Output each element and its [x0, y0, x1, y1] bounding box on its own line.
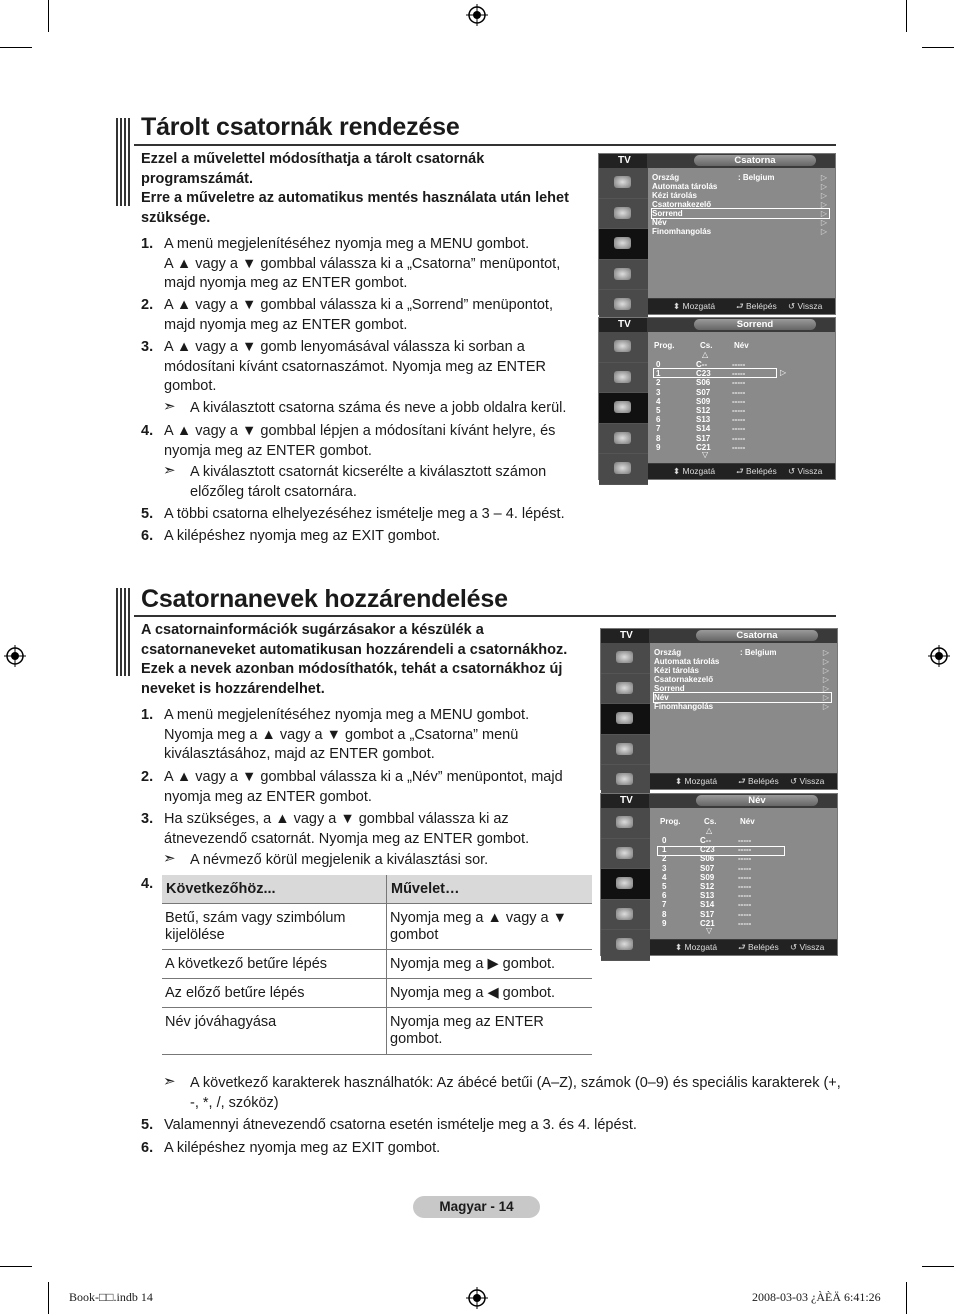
- picture-icon: [601, 643, 650, 674]
- osd-menu-item: Finomhangolás: [652, 227, 712, 236]
- tv-osd-name-list: [600, 793, 838, 956]
- osd-sidebar: [601, 643, 650, 796]
- osd-channel-nev: -----: [732, 396, 746, 406]
- step-2: [141, 296, 581, 335]
- osd-channel-cs: S14: [700, 900, 715, 910]
- crop-mark: [48, 1282, 49, 1314]
- osd-tv-label: TV: [599, 154, 647, 168]
- step-number: 3.: [141, 339, 154, 355]
- osd-channel-cs: S12: [696, 406, 711, 415]
- section-title: Tárolt csatornák rendezése: [141, 113, 460, 141]
- intro-line: neveket is hozzárendelhet.: [141, 680, 325, 697]
- osd-channel-cs: S17: [700, 909, 715, 919]
- note-text: A névmező körül megjelenik a kiválasztási sor.: [190, 852, 489, 868]
- osd-tv-label: TV: [599, 318, 647, 332]
- table-header: Következőhöz...: [162, 875, 387, 904]
- osd-channel-prog: 0: [662, 836, 667, 845]
- osd-channel-nev: -----: [738, 909, 752, 919]
- step-2: [141, 768, 581, 807]
- page-number-badge: Magyar - 14: [413, 1196, 540, 1218]
- step-line: Valamennyi átnevezendő csatorna esetén ismételje meg a 3. és 4. lépést.: [164, 1117, 637, 1133]
- osd-menu-item: Kézi tárolás: [652, 191, 697, 200]
- step-number: 6.: [141, 1140, 154, 1156]
- step-line: A kilépéshez nyomja meg az EXIT gombot.: [164, 1140, 441, 1156]
- intro-line: szüksége.: [141, 209, 211, 226]
- osd-menu-item: Sorrend: [652, 209, 683, 218]
- step-line: gombot.: [164, 378, 217, 395]
- osd-footer: ⬍ Mozgatá ⮐ Belépés ↺ Vissza: [648, 464, 835, 479]
- osd-selection: [651, 208, 830, 219]
- step-number: 5.: [141, 506, 154, 522]
- tv-osd-channel-menu: [598, 153, 836, 315]
- osd-col-header: Cs.: [700, 341, 713, 350]
- osd-panel: Prog. Cs. Név △ 0 C-- ----- 1 C23 ----- 2 S06 ----- 3 S07 ----- 4 S09 ----- 5 S12 ----- 6 S13 ----- 7 S14 ----- 8 S17 ----- 9 C21 ----- ▽: [650, 808, 837, 939]
- osd-menu-item: Kézi tárolás: [654, 666, 699, 675]
- osd-footer: ⬍ Mozgatá ⮐ Belépés ↺ Vissza: [648, 299, 835, 314]
- step-number: 1.: [141, 707, 154, 723]
- picture-icon: [599, 168, 648, 199]
- step-line: Ha szükséges, a ▲ vagy a ▼ gombbal válassza ki az: [164, 811, 509, 827]
- osd-channel-prog: 8: [662, 909, 667, 919]
- section-title: Csatornanevek hozzárendelése: [141, 585, 508, 613]
- osd-channel-nev: -----: [732, 406, 746, 415]
- picture-icon: [599, 332, 648, 363]
- note: [163, 399, 593, 419]
- registration-mark-icon: [928, 645, 950, 667]
- osd-channel-cs: S17: [696, 433, 711, 443]
- osd-channel-prog: 6: [662, 891, 667, 901]
- intro-line: Erre a műveletre az automatikus mentés használata után lehet: [141, 190, 569, 207]
- table-cell: Betű, szám vagy szimbólum kijelölése: [162, 904, 387, 950]
- step-line: átnevezendő csatornát. Nyomja meg az ENTER gombot.: [164, 830, 530, 847]
- osd-channel-prog: 9: [656, 442, 661, 452]
- osd-channel-cs: C23: [696, 369, 711, 379]
- registration-mark-icon: [466, 4, 488, 26]
- osd-channel-prog: 4: [662, 872, 667, 882]
- step-line: A többi csatorna elhelyezéséhez ismételje meg a 3 – 4. lépést.: [164, 506, 565, 522]
- step-line: kiválasztásához, majd az ENTER gombot.: [164, 746, 435, 763]
- osd-channel-nev: -----: [738, 863, 752, 873]
- step-1: [141, 235, 581, 294]
- osd-channel-cs: S09: [696, 396, 711, 406]
- osd-title: Csatorna: [696, 630, 818, 641]
- step-line: A ▲ vagy a ▼ gomb lenyomásával válassza ki sorban a: [164, 339, 525, 355]
- osd-channel-prog: 3: [656, 387, 661, 397]
- step-line: A ▲ vagy a ▼ gombbal válassza ki a „Csatorna” menüpontot,: [164, 255, 561, 272]
- input-icon: [601, 930, 650, 961]
- osd-channel-nev: -----: [738, 918, 752, 928]
- osd-channel-nev: -----: [738, 882, 752, 891]
- osd-channel-nev: -----: [732, 387, 746, 397]
- input-icon: [601, 765, 650, 796]
- osd-title: Sorrend: [694, 319, 816, 330]
- step-line: majd nyomja meg az ENTER gombot.: [164, 275, 408, 292]
- step-line: A ▲ vagy a ▼ gombbal válassza ki a „Név” menüpontot, majd: [164, 769, 563, 785]
- setup-icon: [601, 735, 650, 766]
- step-line: A kilépéshez nyomja meg az EXIT gombot.: [164, 528, 441, 544]
- osd-channel-nev: -----: [732, 424, 746, 434]
- osd-channel-nev: -----: [732, 360, 746, 369]
- osd-channel-cs: S06: [700, 854, 715, 864]
- osd-col-header: Prog.: [654, 341, 675, 350]
- osd-channel-cs: S07: [696, 387, 711, 397]
- tv-osd-channel-menu: [600, 628, 838, 790]
- tv-osd-sort-list: [598, 317, 836, 480]
- osd-sidebar: [601, 808, 650, 961]
- osd-channel-prog: 2: [662, 854, 667, 864]
- osd-channel-cs: S13: [700, 891, 715, 901]
- note: [163, 851, 593, 871]
- setup-icon: [599, 424, 648, 455]
- osd-sidebar: [599, 332, 648, 485]
- step-number: 4.: [141, 423, 154, 439]
- setup-icon: [599, 260, 648, 291]
- osd-channel-cs: S09: [700, 872, 715, 882]
- step-number: 5.: [141, 1117, 154, 1133]
- crop-mark: [922, 1266, 954, 1267]
- crop-mark: [48, 0, 49, 32]
- osd-channel-cs: S07: [700, 863, 715, 873]
- section-intro: [141, 150, 591, 228]
- step-line: nyomja meg az ENTER gombot.: [164, 788, 372, 805]
- setup-icon: [601, 900, 650, 931]
- osd-channel-nev: -----: [738, 836, 752, 845]
- osd-channel-nev: -----: [732, 433, 746, 443]
- table-cell: Név jóváhagyása: [162, 1008, 387, 1055]
- channel-icon: [601, 704, 650, 735]
- step-number: 6.: [141, 528, 154, 544]
- section-bar: [116, 588, 130, 676]
- crop-mark: [906, 1282, 907, 1314]
- osd-channel-nev: -----: [732, 369, 746, 379]
- osd-channel-prog: 1: [656, 369, 661, 379]
- osd-channel-cs: C23: [700, 845, 715, 855]
- osd-tv-label: TV: [601, 629, 649, 643]
- osd-channel-cs: C21: [700, 918, 715, 928]
- osd-channel-prog: 2: [656, 378, 661, 388]
- osd-footer: ⬍ Mozgatá ⮐ Belépés ↺ Vissza: [650, 774, 837, 789]
- osd-selection: [653, 692, 832, 703]
- note: [163, 1074, 843, 1113]
- osd-channel-nev: -----: [732, 378, 746, 388]
- osd-channel-cs: S13: [696, 415, 711, 425]
- step-number: 3.: [141, 811, 154, 827]
- sound-icon: [599, 199, 648, 230]
- osd-channel-nev: -----: [738, 845, 752, 855]
- osd-menu-item: Név: [654, 693, 669, 702]
- step-3: [141, 338, 581, 397]
- osd-channel-cs: S12: [700, 882, 715, 891]
- osd-channel-cs: C21: [696, 442, 711, 452]
- picture-icon: [601, 808, 650, 839]
- step-6: [141, 527, 581, 547]
- crop-mark: [922, 47, 954, 48]
- sound-icon: [601, 839, 650, 870]
- osd-menu-item: Csatornakezelő: [652, 200, 712, 209]
- osd-menu-item: Automata tárolás: [652, 182, 718, 191]
- step-line: nyomja meg az ENTER gombot.: [164, 442, 372, 459]
- step-line: Nyomja meg a ▲ vagy a ▼ gombot a „Csatorna” menü: [164, 726, 519, 743]
- osd-menu-item: Ország: [654, 648, 682, 657]
- osd-channel-prog: 3: [662, 863, 667, 873]
- note-arrow-icon: ➣: [163, 462, 176, 479]
- osd-menu-value: : Belgium: [740, 648, 777, 657]
- sound-icon: [599, 363, 648, 394]
- osd-channel-nev: -----: [732, 415, 746, 425]
- osd-title: Név: [696, 795, 818, 806]
- note-text: A kiválasztott csatornát kicserélte a kiválasztott számon előzőleg tárolt csatornára.: [190, 464, 547, 500]
- osd-sidebar: [599, 168, 648, 321]
- osd-col-header: Prog.: [660, 817, 681, 826]
- intro-line: programszámát.: [141, 170, 254, 187]
- osd-menu-value: : Belgium: [738, 173, 775, 182]
- osd-col-header: Név: [740, 817, 755, 826]
- channel-icon: [601, 869, 650, 900]
- osd-channel-nev: -----: [738, 872, 752, 882]
- step-6: [141, 1139, 581, 1159]
- osd-menu-item: Ország: [652, 173, 680, 182]
- step-line: majd nyomja meg az ENTER gombot.: [164, 316, 408, 333]
- osd-channel-prog: 5: [656, 406, 661, 415]
- osd-footer: ⬍ Mozgatá ⮐ Belépés ↺ Vissza: [650, 940, 837, 955]
- osd-channel-prog: 4: [656, 396, 661, 406]
- channel-icon: [599, 393, 648, 424]
- step-5: [141, 1116, 741, 1136]
- osd-tv-label: TV: [601, 794, 649, 808]
- osd-channel-prog: 5: [662, 882, 667, 891]
- osd-channel-nev: -----: [732, 442, 746, 452]
- input-icon: [599, 454, 648, 485]
- crop-mark: [0, 1266, 32, 1267]
- osd-channel-nev: -----: [738, 891, 752, 901]
- step-number: 2.: [141, 769, 154, 785]
- crop-mark: [906, 0, 907, 32]
- osd-channel-prog: 9: [662, 918, 667, 928]
- osd-channel-nev: -----: [738, 900, 752, 910]
- step-line: A menü megjelenítéséhez nyomja meg a MENU gombot.: [164, 707, 530, 723]
- intro-line: A csatornainformációk sugárzásakor a készülék a: [141, 622, 484, 638]
- step-number: 4.: [141, 876, 154, 892]
- note-text: A következő karakterek használhatók: Az ábécé betűi (A–Z), számok (0–9) és speciális karakterek (+, -, *, /, szóköz): [190, 1075, 841, 1111]
- crop-mark: [0, 47, 32, 48]
- channel-icon: [599, 229, 648, 260]
- osd-channel-prog: 7: [656, 424, 661, 434]
- note-arrow-icon: ➣: [163, 1073, 176, 1090]
- table-cell: Nyomja meg az ENTER gombot.: [387, 1008, 593, 1055]
- registration-mark-icon: [466, 1287, 488, 1309]
- osd-channel-nev: -----: [738, 854, 752, 864]
- osd-title: Csatorna: [694, 155, 816, 166]
- osd-channel-cs: C--: [700, 836, 712, 845]
- step-line: A menü megjelenítéséhez nyomja meg a MENU gombot.: [164, 236, 530, 252]
- osd-panel: Ország : Belgium Automata tárolás Kézi tárolás Csatornakezelő Sorrend Név Finomhangolás ▷ ▷ ▷ ▷ ▷ ▷ ▷: [650, 643, 837, 773]
- osd-col-header: Cs.: [704, 817, 717, 826]
- osd-channel-cs: S06: [696, 378, 711, 388]
- note-arrow-icon: ➣: [163, 850, 176, 867]
- osd-channel-prog: 1: [662, 845, 667, 855]
- sound-icon: [601, 674, 650, 705]
- osd-panel: Ország : Belgium Automata tárolás Kézi tárolás Csatornakezelő Sorrend Név Finomhangolás ▷ ▷ ▷ ▷ ▷ ▷ ▷: [648, 168, 835, 298]
- osd-menu-item: Név: [652, 218, 667, 227]
- osd-channel-cs: S14: [696, 424, 711, 434]
- osd-col-header: Név: [734, 341, 749, 350]
- step-4: [141, 422, 581, 461]
- table-cell: A következő betűre lépés: [162, 950, 387, 979]
- osd-channel-prog: 7: [662, 900, 667, 910]
- print-info-left: Book-□□.indb 14: [69, 1290, 153, 1304]
- osd-channel-prog: 0: [656, 360, 661, 369]
- note-text: A kiválasztott csatorna száma és neve a jobb oldalra kerül.: [190, 400, 567, 416]
- osd-menu-item: Sorrend: [654, 684, 685, 693]
- note-arrow-icon: ➣: [163, 398, 176, 415]
- step-number: 1.: [141, 236, 154, 252]
- registration-mark-icon: [4, 645, 26, 667]
- step-5: [141, 505, 601, 525]
- osd-menu-item: Finomhangolás: [654, 702, 714, 711]
- table-cell: Az előző betűre lépés: [162, 979, 387, 1008]
- step-1: [141, 706, 581, 765]
- osd-selection: [653, 368, 777, 378]
- step-3: [141, 810, 581, 849]
- osd-channel-cs: C--: [696, 360, 708, 369]
- intro-line: Ezzel a művelettel módosíthatja a tárolt csatornák: [141, 151, 485, 167]
- osd-channel-prog: 8: [656, 433, 661, 443]
- section-bar: [116, 118, 130, 206]
- intro-line: Ezek a nevek azonban módosíthatók, tehát a csatornákhoz új: [141, 661, 563, 678]
- osd-panel: Prog. Cs. Név △ 0 C-- ----- 1 C23 ----- 2 S06 ----- 3 S07 ----- 4 S09 ----- 5 S12 ----- 6 S13 ----- 7 S14 ----- 8 S17 ----- 9 C21 ----- ▽ ▷: [648, 332, 835, 463]
- osd-selection: [657, 846, 785, 856]
- step-line: A ▲ vagy a ▼ gombbal válassza ki a „Sorrend” menüpontot,: [164, 297, 553, 313]
- table-header: Művelet…: [387, 875, 593, 904]
- action-table: [162, 875, 592, 1055]
- table-cell: Nyomja meg a ▲ vagy a ▼ gombot: [387, 904, 593, 950]
- intro-line: csatornaneveket automatikusan hozzárendeli a csatornákhoz.: [141, 641, 568, 658]
- section-rule: [134, 144, 836, 146]
- osd-menu-item: Csatornakezelő: [654, 675, 714, 684]
- input-icon: [599, 290, 648, 321]
- table-cell: Nyomja meg a ◀ gombot.: [387, 979, 593, 1008]
- table-cell: Nyomja meg a ▶ gombot.: [387, 950, 593, 979]
- note: [163, 463, 563, 502]
- osd-channel-prog: 6: [656, 415, 661, 425]
- section-intro: [141, 621, 601, 699]
- print-info-right: 2008-03-03 ¿ÀÈÄ 6:41:26: [752, 1290, 881, 1304]
- step-line: A ▲ vagy a ▼ gombbal lépjen a módosítani kívánt helyre, és: [164, 423, 556, 439]
- section-rule: [134, 615, 836, 617]
- osd-menu-item: Automata tárolás: [654, 657, 720, 666]
- step-line: módosítani kívánt csatornaszámot. Nyomja meg az ENTER: [164, 358, 546, 375]
- step-number: 2.: [141, 297, 154, 313]
